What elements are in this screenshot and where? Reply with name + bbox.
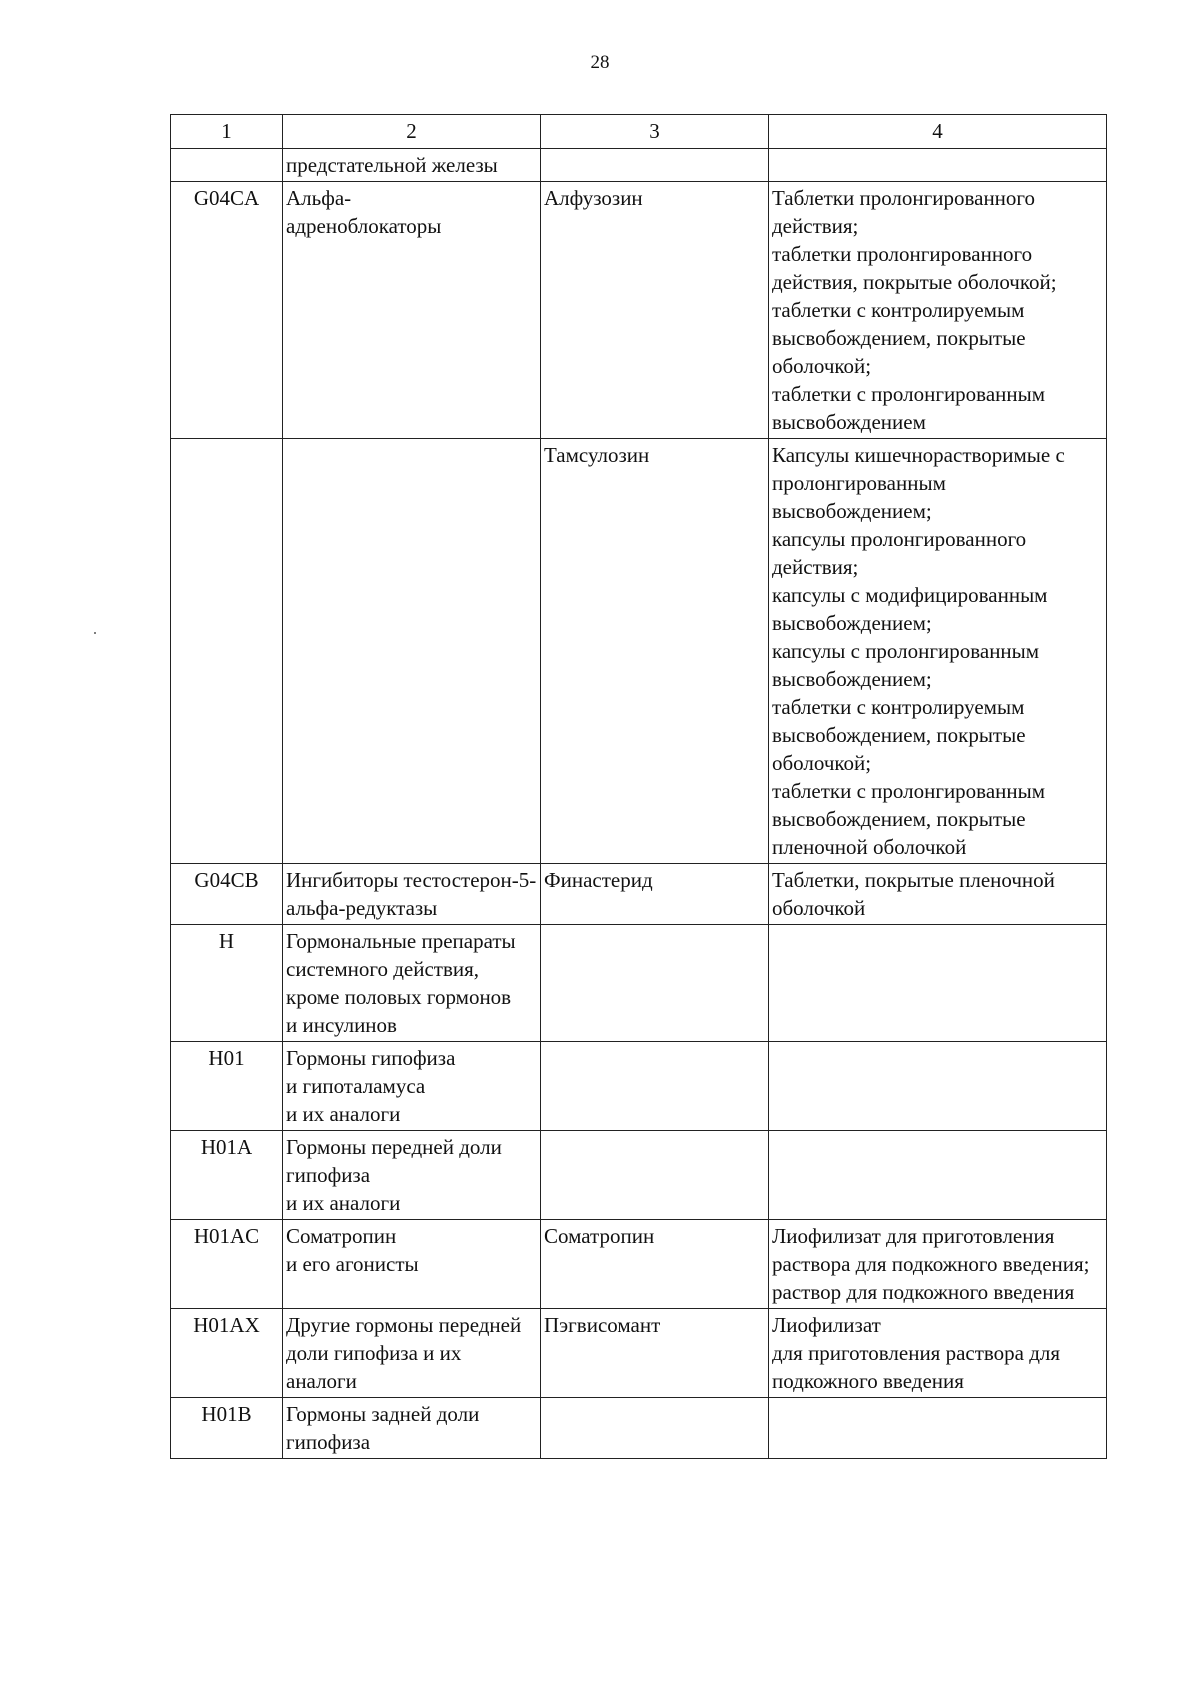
forms-cell: Таблетки, покрытые пленочной оболочкой [769, 864, 1107, 925]
table-row [171, 182, 1107, 439]
group-cell: Гормоны гипофиза и гипоталамуса и их аналоги [283, 1042, 541, 1131]
substance-cell [541, 925, 769, 1042]
code-cell [171, 439, 283, 864]
group-cell: Гормоны передней доли гипофиза и их аналоги [283, 1131, 541, 1220]
group-cell: Соматропин и его агонисты [283, 1220, 541, 1309]
forms-cell: Таблетки пролонгированного действия; таблетки пролонгированного действия, покрытые оболочкой; таблетки с контролируемым высвобождением, покрытые оболочкой; таблетки с пролонгированным высвобождением [769, 182, 1107, 439]
page-number: 28 [590, 52, 610, 73]
group-cell: Гормоны задней доли гипофиза [283, 1398, 541, 1459]
substance-cell [541, 1398, 769, 1459]
forms-cell [769, 1042, 1107, 1131]
forms-cell: Лиофилизат для приготовления раствора для подкожного введения; раствор для подкожного введения [769, 1220, 1107, 1309]
group-cell: Другие гормоны передней доли гипофиза и их аналоги [283, 1309, 541, 1398]
code-cell [171, 149, 283, 182]
table-header-row [171, 115, 1107, 149]
substance-cell: Пэгвисомант [541, 1309, 769, 1398]
forms-cell [769, 925, 1107, 1042]
substance-cell: Соматропин [541, 1220, 769, 1309]
header-cell-group: 2 [283, 115, 541, 149]
forms-cell: Лиофилизат для приготовления раствора для подкожного введения [769, 1309, 1107, 1398]
drug-table [170, 114, 1107, 1459]
code-cell: G04CB [171, 864, 283, 925]
table-row [171, 1131, 1107, 1220]
group-cell [283, 439, 541, 864]
code-cell: H01 [171, 1042, 283, 1131]
code-cell: H01B [171, 1398, 283, 1459]
code-cell: H01A [171, 1131, 283, 1220]
table-row [171, 1309, 1107, 1398]
table-row [171, 1220, 1107, 1309]
substance-cell: Тамсулозин [541, 439, 769, 864]
table-row [171, 1042, 1107, 1131]
table-row [171, 864, 1107, 925]
table-row [171, 925, 1107, 1042]
table-row [171, 149, 1107, 182]
substance-cell [541, 149, 769, 182]
header-cell-code: 1 [171, 115, 283, 149]
group-cell: Альфа- адреноблокаторы [283, 182, 541, 439]
group-cell: Гормональные препараты системного действия, кроме половых гормонов и инсулинов [283, 925, 541, 1042]
forms-cell [769, 1398, 1107, 1459]
substance-cell [541, 1042, 769, 1131]
group-cell: предстательной железы [283, 149, 541, 182]
forms-cell [769, 1131, 1107, 1220]
code-cell: G04CA [171, 182, 283, 439]
substance-cell: Алфузозин [541, 182, 769, 439]
header-cell-substance: 3 [541, 115, 769, 149]
code-cell: H [171, 925, 283, 1042]
substance-cell: Финастерид [541, 864, 769, 925]
forms-cell [769, 149, 1107, 182]
table-row [171, 439, 1107, 864]
scan-speck [94, 632, 96, 634]
forms-cell: Капсулы кишечнорастворимые с пролонгированным высвобождением; капсулы пролонгированного действия; капсулы с модифицированным высвобождением; капсулы с пролонгированным высвобождением; таблетки с контролируемым высвобождением, покрытые оболочкой; таблетки с пролонгированным высвобождением, покрытые пленочной оболочкой [769, 439, 1107, 864]
table-row [171, 1398, 1107, 1459]
code-cell: H01AX [171, 1309, 283, 1398]
substance-cell [541, 1131, 769, 1220]
code-cell: H01AC [171, 1220, 283, 1309]
header-cell-forms: 4 [769, 115, 1107, 149]
group-cell: Ингибиторы тестостерон-5-альфа-редуктазы [283, 864, 541, 925]
